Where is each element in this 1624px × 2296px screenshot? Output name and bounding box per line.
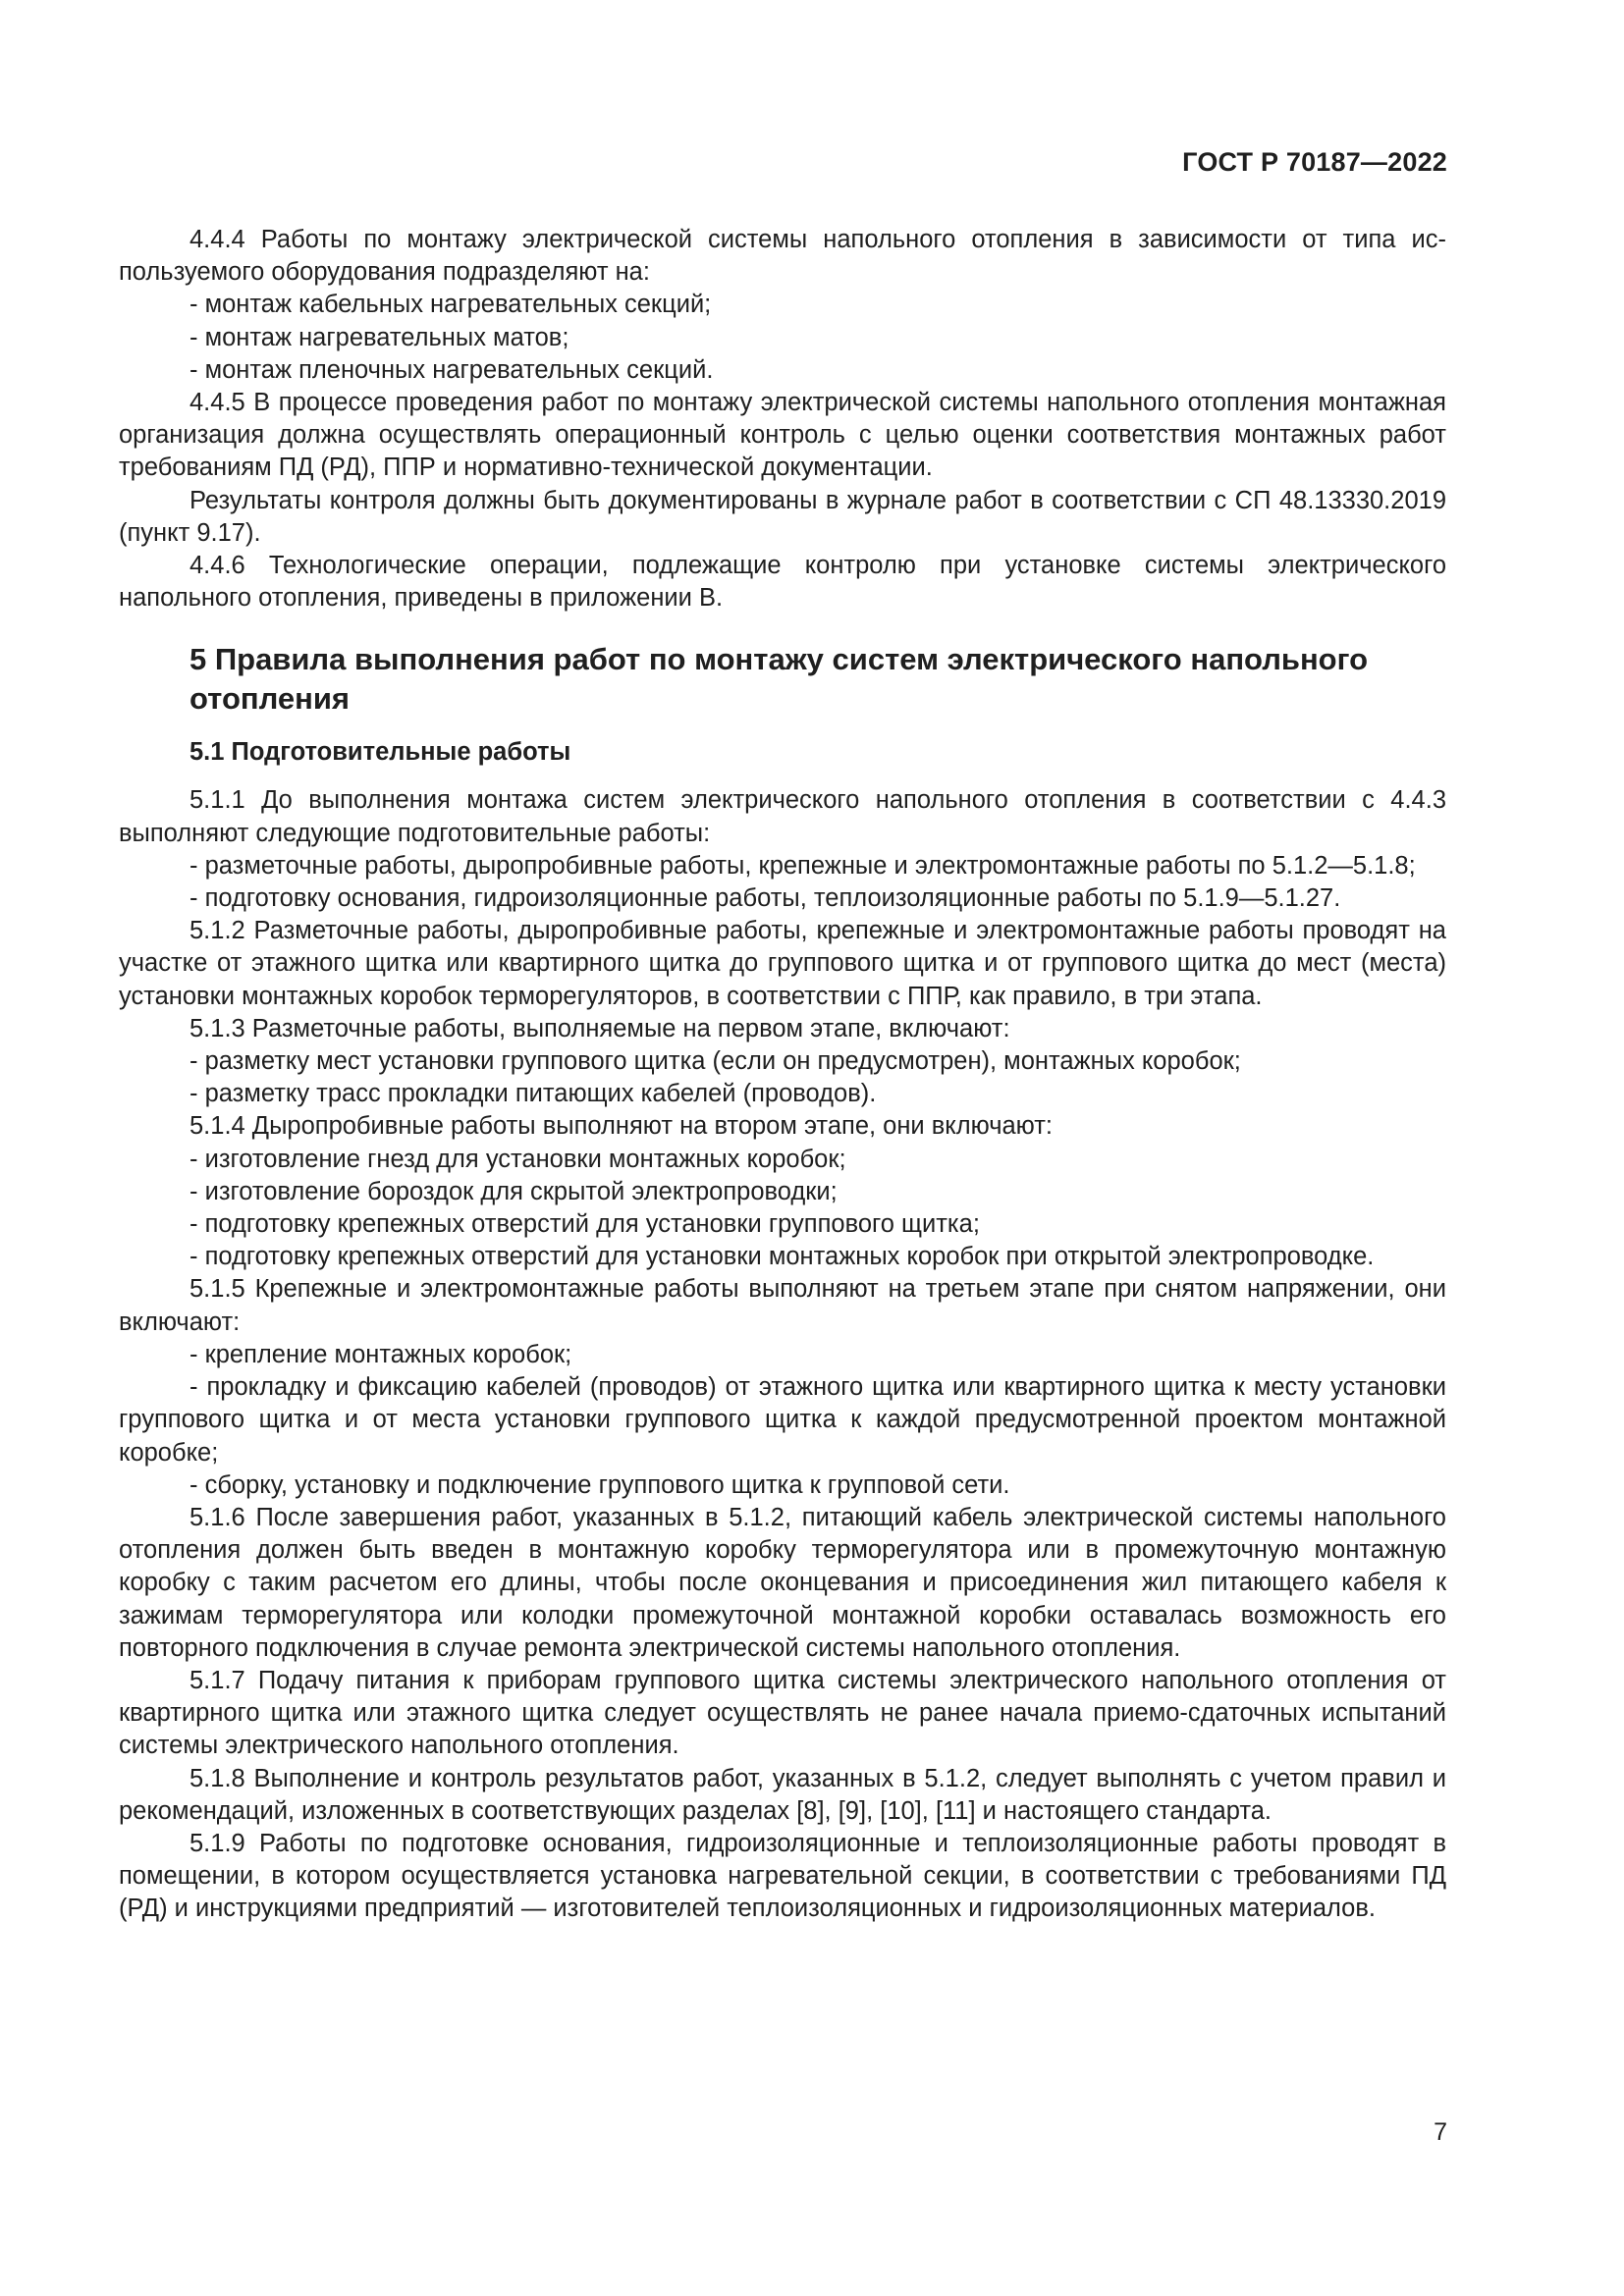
paragraph: 4.4.5 В процессе проведения работ по монтажу электрической системы напольного отопления монтажная организация должна осуществлять операционный контроль с целью оценки соответствия монтажных работ требованиям ПД (РД), ППР и нормативно-технической документации. [119, 389, 1446, 482]
list-item: - монтаж кабельных нагревательных секций; [189, 291, 712, 319]
paragraph: 5.1.6 После завершения работ, указанных в 5.1.2, питающий кабель электрической системы напольного отопления должен быть введен в монтажную коробку терморегулятора или в промежуточную монтажную коробку с таким расчетом его длины, чтобы после оконцевания и присоединения жил питающего кабеля к зажимам терморегулятора или колодки промежуточной монтажной коробки оставалась возможность его повторного подключения в случае ремонта электрической системы напольного отопления. [119, 1503, 1446, 1662]
paragraph: 5.1.1 До выполнения монтажа систем электрического напольного отопления в соответствии с 4.4.3 выполняют следующие подготовительные работы: [119, 786, 1446, 847]
list-item: - подготовку крепежных отверстий для установки группового щитка; [189, 1210, 980, 1239]
paragraph: 5.1.5 Крепежные и электромонтажные работы выполняют на третьем этапе при снятом напряжении, они включают: [119, 1275, 1446, 1336]
section-5-title: 5 Правила выполнения работ по монтажу систем электрического напольного отопления [189, 642, 1369, 717]
paragraph: 5.1.4 Дыропробивные работы выполняют на втором этапе, они включают: [189, 1112, 1053, 1141]
list-item: - монтаж пленочных нагревательных секций. [189, 355, 714, 384]
clauses-4-4 [119, 224, 1446, 614]
paragraph: 5.1.2 Разметочные работы, дыропробивные работы, крепежные и электромонтажные работы проводят на участке от этажного щитка или квартирного щитка до группового щитка и от группового щитка до мест (места) установки монтажных коробок терморегуляторов, в соответствии с ППР, как правило, в три этапа. [119, 917, 1446, 1010]
paragraph: 4.4.6 Технологические операции, подлежащие контролю при установке системы электрического напольного отопления, приведены в приложении В. [119, 552, 1446, 613]
paragraph: 5.1.9 Работы по подготовке основания, гидроизоляционные и теплоизоляционные работы проводят в помещении, в котором осуществляется установка нагревательной секции, в соответствии с требованиями ПД (РД) и инструкциями предприятий — изготовителей теплоизоляционных и гидроизоляционных материалов. [119, 1829, 1446, 1923]
list-item: - разметку мест установки группового щитка (если он предусмотрен), монтажных коробок; [189, 1047, 1241, 1076]
paragraph: 5.1.8 Выполнение и контроль результатов работ, указанных в 5.1.2, следует выполнять с учетом правил и рекомендаций, изложенных в соответствующих разделах [8], [9], [10], [11] и настоящего стандарта. [119, 1764, 1446, 1825]
paragraph: 5.1.7 Подачу питания к приборам группового щитка системы электрического напольного отопления от квартирного щитка или этажного щитка следует осуществлять не ранее начала приемо-сдаточных испытаний системы электрического напольного отопления. [119, 1666, 1446, 1760]
clauses-5-1 [119, 784, 1446, 1925]
list-item: - прокладку и фиксацию кабелей (проводов) от этажного щитка или квартирного щитка к месту установки группового щитка и от места установки группового щитка к каждой предусмотренной проектом монтажной коробке; [119, 1373, 1446, 1467]
list-item: - разметку трасс прокладки питающих кабелей (проводов). [189, 1080, 877, 1108]
document-body [119, 224, 1446, 1926]
list-item: - подготовку крепежных отверстий для установки монтажных коробок при открытой электропроводке. [189, 1243, 1375, 1271]
paragraph: Результаты контроля должны быть документированы в журнале работ в соответствии с СП 48.13330.2019 (пункт 9.17). [119, 486, 1446, 547]
list-item: - сборку, установку и подключение группового щитка к групповой сети. [189, 1470, 1010, 1499]
page-number: 7 [1434, 2118, 1447, 2146]
list-item: - подготовку основания, гидроизоляционные работы, теплоизоляционные работы по 5.1.9—5.1.27. [189, 884, 1341, 913]
list-item: - монтаж нагревательных матов; [189, 323, 569, 351]
list-item: - разметочные работы, дыропробивные работы, крепежные и электромонтажные работы по 5.1.2—5.1.8; [189, 851, 1416, 880]
list-item: - крепление монтажных коробок; [189, 1340, 572, 1368]
paragraph: 5.1.3 Разметочные работы, выполняемые на первом этапе, включают: [189, 1014, 1010, 1042]
document-code-header: ГОСТ Р 70187—2022 [1182, 147, 1447, 177]
paragraph: 4.4.4 Работы по монтажу электрической системы напольного отопления в зависимости от типа используемого оборудования подразделяют на: [119, 226, 1446, 287]
list-item: - изготовление гнезд для установки монтажных коробок; [189, 1145, 846, 1173]
list-item: - изготовление бороздок для скрытой электропроводки; [189, 1177, 838, 1205]
subsection-5-1-title: 5.1 Подготовительные работы [189, 738, 571, 767]
